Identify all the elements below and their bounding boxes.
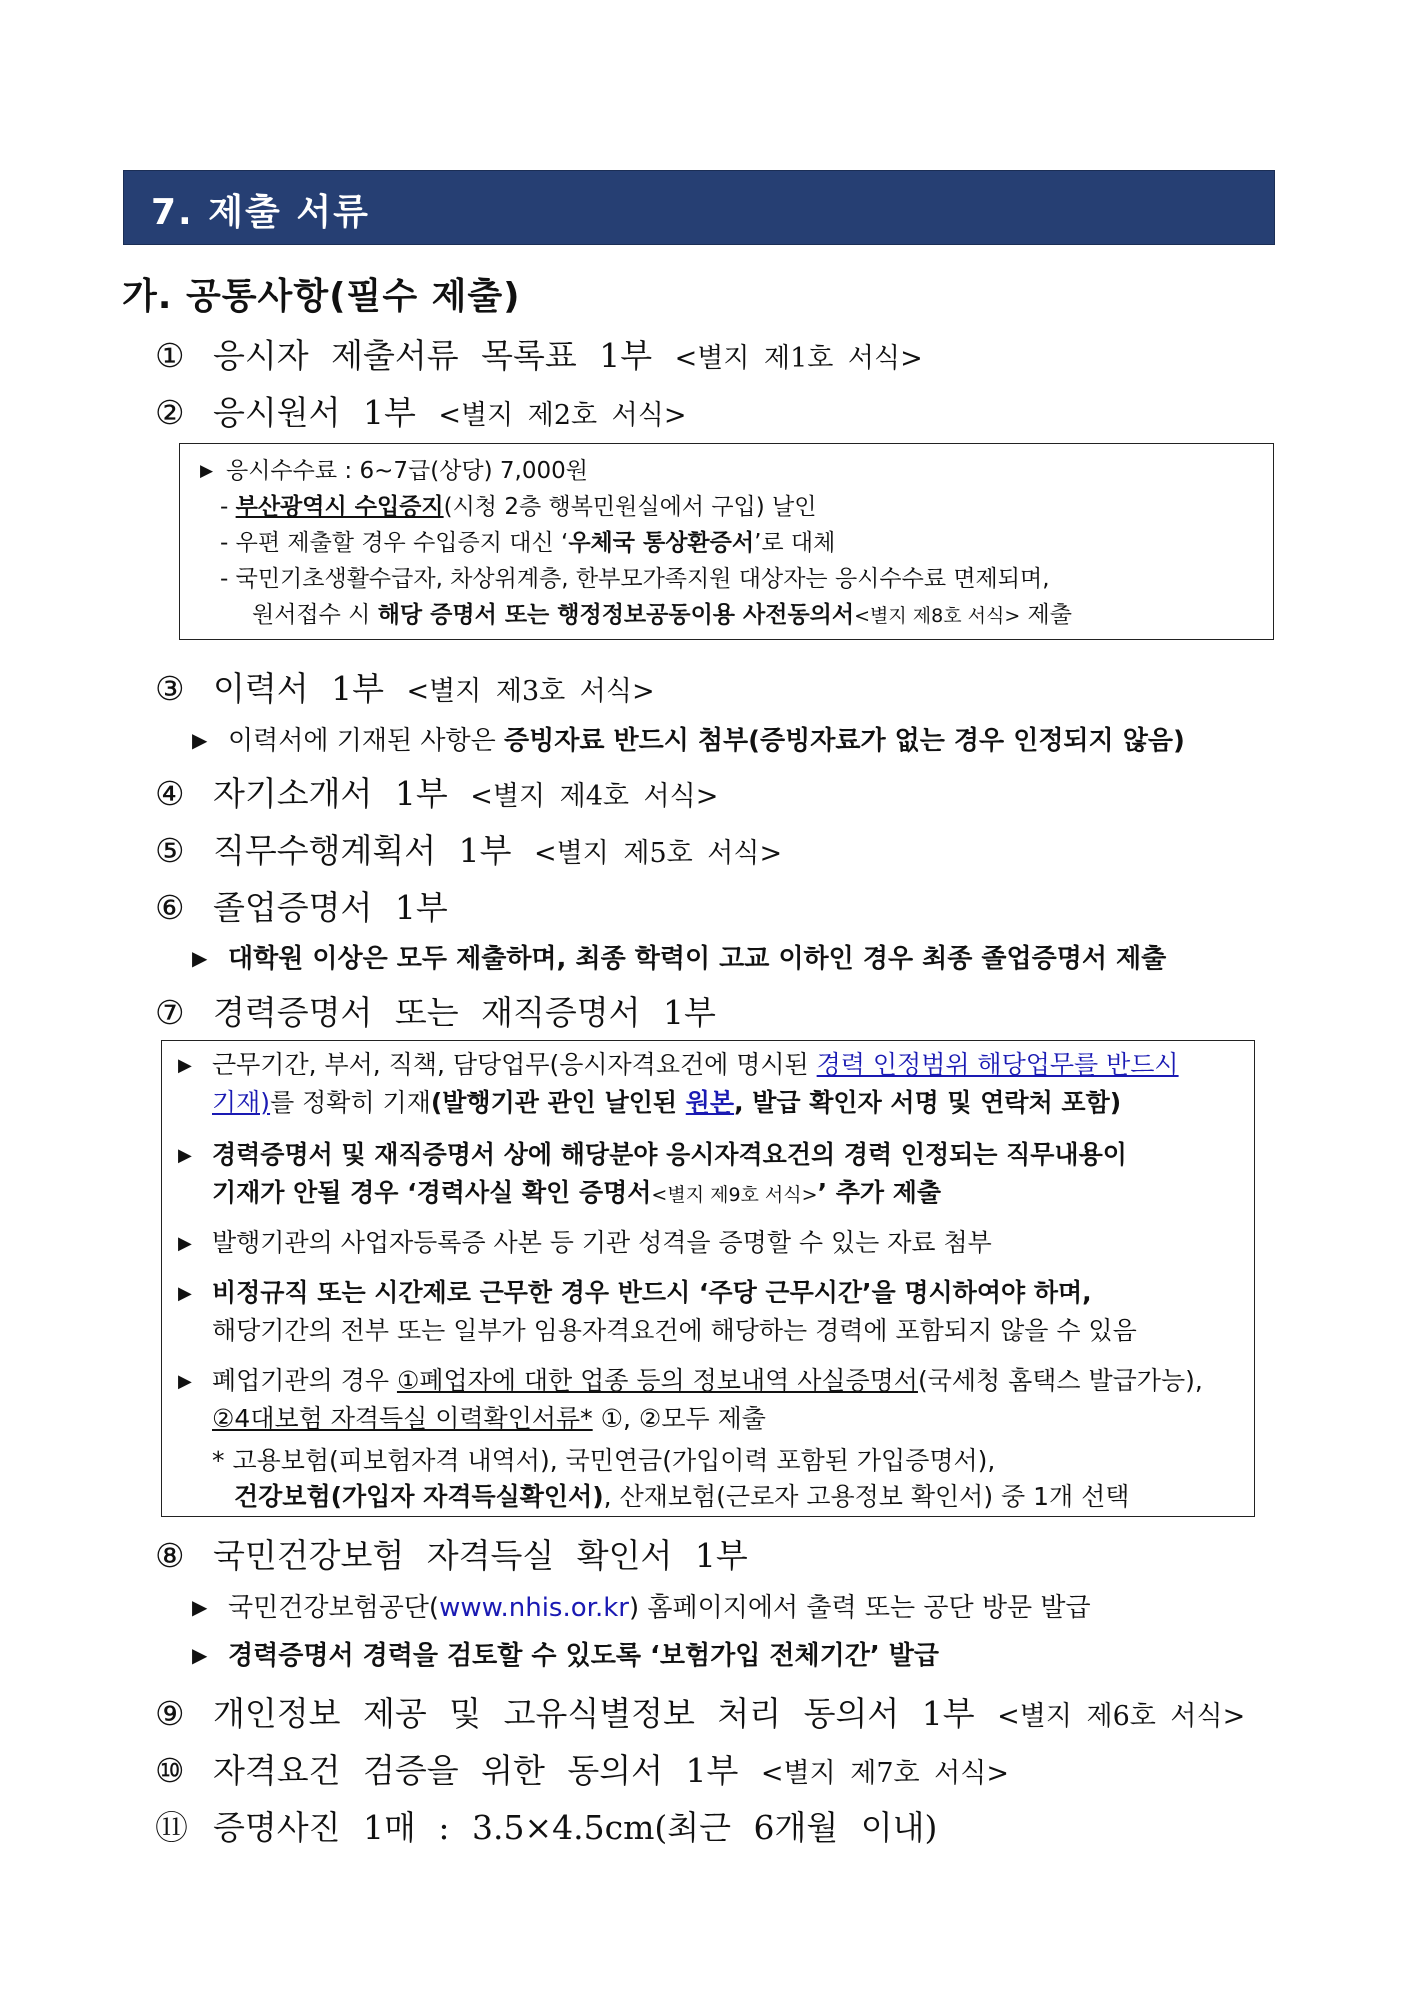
form-reference: <별지 제7호 서식> bbox=[760, 1758, 1009, 1789]
graduation-note: ▶ 대학원 이상은 모두 제출하며, 최종 학력이 고교 이하인 경우 최종 졸업증명서 제출 bbox=[192, 944, 1167, 974]
item-8 bbox=[155, 1530, 748, 1577]
triangle-bullet-icon: ▶ bbox=[200, 461, 214, 481]
career-bullet-1-line-2: 기재)를 정확히 기재(발행기관 관인 날인된 원본, 발급 확인자 서명 및 연락처 포함) bbox=[212, 1088, 1122, 1117]
item-2 bbox=[155, 387, 686, 434]
form-reference: <별지 제3호 서식> bbox=[406, 676, 655, 707]
item-number: ⑤ bbox=[155, 831, 185, 870]
form-reference: <별지 제2호 서식> bbox=[438, 400, 687, 431]
item-number: ① bbox=[155, 336, 185, 375]
career-bullet-3: ▶ 발행기관의 사업자등록증 사본 등 기관 성격을 증명할 수 있는 자료 첨부 bbox=[178, 1228, 992, 1257]
item-label: 자기소개서 1부 bbox=[213, 774, 448, 813]
item-1 bbox=[155, 330, 923, 377]
section-header bbox=[123, 170, 1275, 245]
item-number: ⑦ bbox=[155, 993, 185, 1032]
item-number: ⑪ bbox=[155, 1808, 188, 1847]
postal-line: - 우편 제출할 경우 수입증지 대신 ‘우체국 통상환증서’로 대체 bbox=[220, 530, 836, 556]
triangle-bullet-icon: ▶ bbox=[178, 1055, 192, 1076]
item-label: 개인정보 제공 및 고유식별정보 처리 동의서 1부 bbox=[213, 1694, 975, 1733]
career-bullet-1: ▶ 근무기간, 부서, 직책, 담당업무(응시자격요건에 명시된 경력 인정범위 해당업무를 반드시 bbox=[178, 1050, 1179, 1079]
subsection-title: 가. 공통사항(필수 제출) bbox=[122, 276, 521, 317]
career-scope-highlight: 경력 인정범위 해당업무를 반드시 bbox=[816, 1050, 1179, 1079]
triangle-bullet-icon: ▶ bbox=[192, 1643, 208, 1667]
career-bullet-4-line-2: 해당기간의 전부 또는 일부가 임용자격요건에 해당하는 경력에 포함되지 않을 수 있음 bbox=[212, 1316, 1137, 1345]
career-bullet-5: ▶ 폐업기관의 경우 ①폐업자에 대한 업종 등의 정보내역 사실증명서(국세청 홈택스 발급가능), bbox=[178, 1366, 1203, 1395]
fee-line: ▶ 응시수수료 : 6~7급(상당) 7,000원 bbox=[200, 458, 588, 484]
item-5 bbox=[155, 825, 782, 872]
item-number: ⑨ bbox=[155, 1694, 185, 1733]
career-bullet-2: ▶ 경력증명서 및 재직증명서 상에 해당분야 응시자격요건의 경력 인정되는 직무내용이 bbox=[178, 1140, 1127, 1169]
career-bullet-4: ▶ 비정규직 또는 시간제로 근무한 경우 반드시 ‘주당 근무시간’을 명시하여야 하며, bbox=[178, 1278, 1092, 1307]
item-4 bbox=[155, 768, 718, 815]
form-reference: <별지 제6호 서식> bbox=[997, 1701, 1246, 1732]
item-label: 졸업증명서 1부 bbox=[213, 888, 448, 927]
item-9 bbox=[155, 1688, 1245, 1735]
insurance-footnote-line-2: 건강보험(가입자 자격득실확인서), 산재보험(근로자 고용정보 확인서) 중 1개 선택 bbox=[234, 1482, 1130, 1511]
triangle-bullet-icon: ▶ bbox=[192, 946, 208, 970]
item-11 bbox=[155, 1802, 937, 1849]
triangle-bullet-icon: ▶ bbox=[178, 1371, 192, 1392]
form-reference: <별지 제5호 서식> bbox=[534, 838, 783, 869]
item-label: 경력증명서 또는 재직증명서 1부 bbox=[213, 993, 716, 1032]
fee-info-box bbox=[179, 443, 1274, 640]
item-label: 응시원서 1부 bbox=[213, 393, 416, 432]
triangle-bullet-icon: ▶ bbox=[178, 1283, 192, 1304]
health-note-2: ▶ 경력증명서 경력을 검토할 수 있도록 ‘보험가입 전체기간’ 발급 bbox=[192, 1641, 940, 1671]
item-label: 이력서 1부 bbox=[213, 669, 384, 708]
exemption-line-2: 원서접수 시 해당 증명서 또는 행정정보공동이용 사전동의서<별지 제8호 서식> 제출 bbox=[252, 602, 1072, 628]
item-7 bbox=[155, 987, 716, 1034]
career-bullet-2-line-2: 기재가 안될 경우 ‘경력사실 확인 증명서<별지 제9호 서식>’ 추가 제출 bbox=[212, 1178, 942, 1207]
item-label: 응시자 제출서류 목록표 1부 bbox=[213, 336, 653, 375]
fee-stamp-line: - 부산광역시 수입증지(시청 2층 행복민원실에서 구입) 날인 bbox=[220, 494, 817, 520]
item-number: ③ bbox=[155, 669, 185, 708]
triangle-bullet-icon: ▶ bbox=[192, 1595, 208, 1619]
item-number: ⑧ bbox=[155, 1536, 185, 1575]
form-reference: <별지 제4호 서식> bbox=[470, 781, 719, 812]
item-number: ② bbox=[155, 393, 185, 432]
form-reference: <별지 제1호 서식> bbox=[674, 343, 923, 374]
item-label: 증명사진 1매 : 3.5×4.5cm(최근 6개월 이내) bbox=[213, 1808, 938, 1847]
career-info-box bbox=[161, 1040, 1255, 1517]
item-label: 자격요건 검증을 위한 동의서 1부 bbox=[213, 1751, 739, 1790]
item-number: ④ bbox=[155, 774, 185, 813]
item-3 bbox=[155, 663, 655, 710]
health-note-1: ▶ 국민건강보험공단(www.nhis.or.kr) 홈페이지에서 출력 또는 공단 방문 발급 bbox=[192, 1593, 1091, 1623]
triangle-bullet-icon: ▶ bbox=[178, 1233, 192, 1254]
item-label: 직무수행계획서 1부 bbox=[213, 831, 512, 870]
nhis-website-link[interactable]: www.nhis.or.kr bbox=[439, 1593, 629, 1623]
career-bullet-5-line-2: ②4대보험 자격득실 이력확인서류* ①, ②모두 제출 bbox=[212, 1404, 766, 1433]
exemption-line: - 국민기초생활수급자, 차상위계층, 한부모가족지원 대상자는 응시수수료 면제되며, bbox=[220, 566, 1050, 592]
insurance-footnote: * 고용보험(피보험자격 내역서), 국민연금(가입이력 포함된 가입증명서), bbox=[212, 1446, 996, 1475]
item-number: ⑩ bbox=[155, 1751, 185, 1790]
resume-note: ▶ 이력서에 기재된 사항은 증빙자료 반드시 첨부(증빙자료가 없는 경우 인정되지 않음) bbox=[192, 726, 1185, 756]
revenue-stamp-text: 부산광역시 수입증지 bbox=[235, 494, 444, 520]
triangle-bullet-icon: ▶ bbox=[178, 1145, 192, 1166]
section-title: 7. 제출 서류 bbox=[151, 192, 370, 233]
triangle-bullet-icon: ▶ bbox=[192, 728, 208, 752]
original-highlight: 원본 bbox=[685, 1088, 735, 1117]
item-10 bbox=[155, 1745, 1009, 1792]
item-number: ⑥ bbox=[155, 888, 185, 927]
item-6 bbox=[155, 882, 448, 929]
item-label: 국민건강보험 자격득실 확인서 1부 bbox=[213, 1536, 748, 1575]
